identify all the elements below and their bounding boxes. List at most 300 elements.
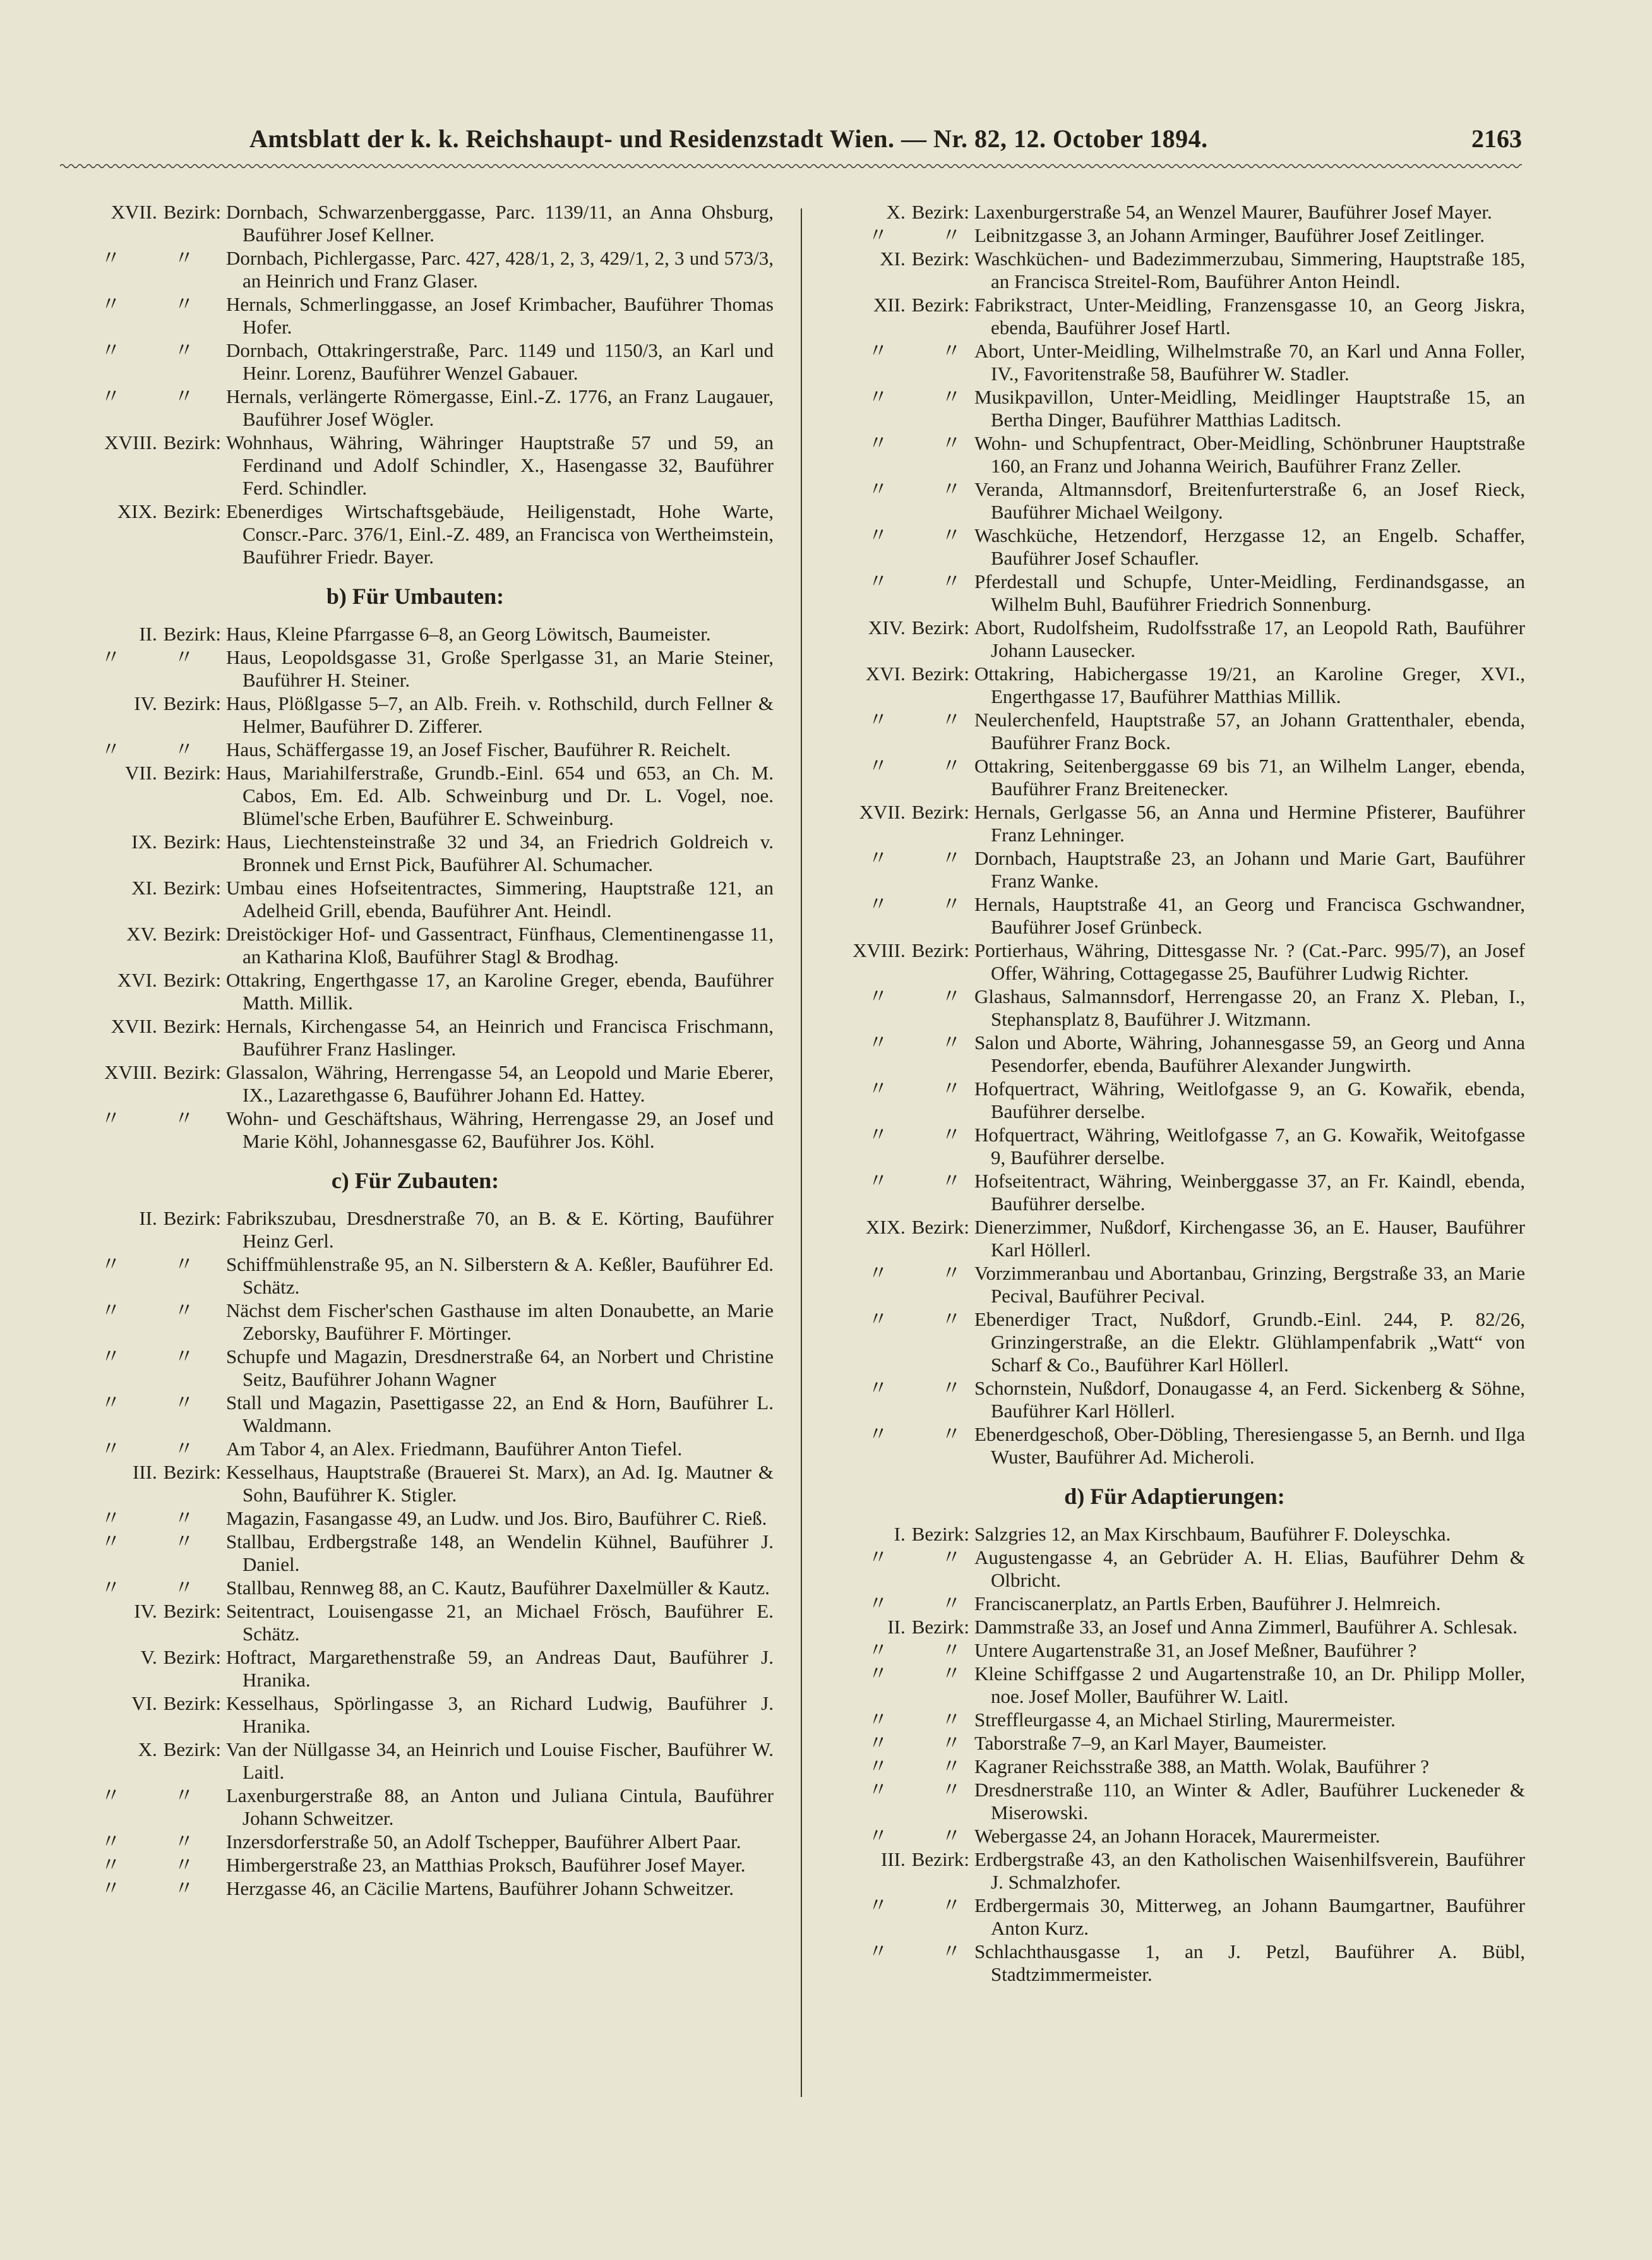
entry-text: Erdbergermais 30, Mitterweg, an Johann Baumgartner, Bauführer Anton Kurz. <box>974 1894 1525 1939</box>
permit-entry <box>57 385 774 431</box>
permit-entry <box>824 939 1525 985</box>
district-label <box>57 1461 226 1506</box>
entry-text: Seitentract, Louisengasse 21, an Michael Frösch, Bauführer E. Schätz. <box>226 1600 774 1645</box>
permit-entry <box>57 1577 774 1599</box>
entry-text: Haus, Schäffergasse 19, an Josef Fischer, Bauführer R. Reichelt. <box>226 738 731 760</box>
district-number: 〃 <box>101 1577 121 1599</box>
entry-text: Umbau eines Hofseitentractes, Simmering, Hauptstraße 121, an Adelheid Grill, ebenda, Bauführer Ant. Heindl. <box>226 877 774 922</box>
district-word: 〃 <box>942 570 961 592</box>
district-label <box>57 1784 226 1830</box>
entry-text: Kesselhaus, Spörlingasse 3, an Richard Ludwig, Bauführer J. Hranika. <box>226 1692 774 1737</box>
district-label <box>57 293 226 339</box>
district-number: 〃 <box>868 1308 888 1330</box>
district-label <box>824 1639 974 1662</box>
district-word: 〃 <box>174 1854 194 1876</box>
permit-entry <box>57 1530 774 1576</box>
entry-text: Hernals, Gerlgasse 56, an Anna und Hermine Pfisterer, Bauführer Franz Lehninger. <box>974 801 1525 846</box>
district-number: 〃 <box>868 985 888 1007</box>
entry-text: Stallbau, Erdbergstraße 148, an Wendelin Kühnel, Bauführer J. Daniel. <box>226 1530 774 1575</box>
section-heading: c) Für Zubauten: <box>331 1168 500 1193</box>
district-number: IV. <box>134 692 157 714</box>
district-label <box>824 616 974 662</box>
district-label <box>824 1616 974 1638</box>
permit-entry <box>57 1253 774 1299</box>
district-label <box>57 1877 226 1900</box>
district-label <box>824 1546 974 1592</box>
permit-entry <box>824 1523 1525 1546</box>
district-label <box>824 1423 974 1469</box>
district-word: Bezirk: <box>911 1848 969 1870</box>
district-word: Bezirk: <box>911 1523 969 1545</box>
district-number: 〃 <box>868 478 888 500</box>
district-word: 〃 <box>174 1877 194 1899</box>
district-word: 〃 <box>942 1308 961 1330</box>
district-number: II. <box>139 1207 157 1229</box>
district-word: Bezirk: <box>911 1616 969 1638</box>
entry-text: Hofquertract, Währing, Weitlofgasse 7, an G. Kowařik, Weitofgasse 9, Bauführer derselbe. <box>974 1124 1525 1169</box>
district-word: 〃 <box>942 1732 961 1754</box>
journal-title: Amtsblatt der k. k. Reichshaupt- und Residenzstadt Wien. — Nr. 82, 12. October 1894. <box>249 124 1208 153</box>
district-number: 〃 <box>101 1530 121 1553</box>
district-number: XI. <box>880 248 906 270</box>
district-label <box>57 1391 226 1437</box>
district-label <box>57 969 226 1014</box>
permit-entry <box>824 1546 1525 1592</box>
permit-entry <box>57 500 774 568</box>
district-label <box>57 1061 226 1107</box>
district-label <box>57 1692 226 1738</box>
entry-text: Abort, Unter-Meidling, Wilhelmstraße 70, an Karl und Anna Foller, IV., Favoritenstraße 58, Bauführer W. Stadler. <box>974 340 1525 385</box>
district-number: 〃 <box>868 1779 888 1801</box>
district-label <box>57 692 226 738</box>
permit-entry <box>57 646 774 692</box>
district-word: 〃 <box>942 1894 961 1916</box>
district-word: Bezirk: <box>163 1015 221 1037</box>
district-label <box>824 1709 974 1731</box>
district-word: 〃 <box>174 1530 194 1553</box>
district-number: V. <box>140 1646 157 1668</box>
permit-entry <box>824 1639 1525 1662</box>
district-number: VI. <box>131 1692 157 1714</box>
district-label <box>57 1207 226 1253</box>
district-number: 〃 <box>101 339 121 361</box>
district-number: 〃 <box>868 1662 888 1685</box>
permit-entry <box>824 847 1525 893</box>
entry-text: Leibnitzgasse 3, an Johann Arminger, Bauführer Josef Zeitlinger. <box>974 224 1485 246</box>
district-number: 〃 <box>101 1345 121 1367</box>
entry-text: Himbergerstraße 23, an Matthias Proksch, Bauführer Josef Mayer. <box>226 1854 746 1876</box>
district-number: 〃 <box>868 1894 888 1916</box>
district-label <box>57 1299 226 1345</box>
entry-text: Wohn- und Geschäftshaus, Währing, Herrengasse 29, an Josef und Marie Köhl, Johannesgasse 62, Bauführer Jos. Köhl. <box>226 1107 774 1152</box>
entry-text: Dornbach, Pichlergasse, Parc. 427, 428/1, 2, 3, 429/1, 2, 3 und 573/3, an Heinrich und Franz Glaser. <box>226 247 774 292</box>
entry-text: Glashaus, Salmannsdorf, Herrengasse 20, an Franz X. Pleban, I., Stephansplatz 8, Bauführer J. Witzmann. <box>974 985 1525 1030</box>
district-word: 〃 <box>942 1709 961 1731</box>
district-label <box>824 570 974 616</box>
permit-entry <box>57 1854 774 1877</box>
district-label <box>824 755 974 800</box>
entry-text: Salzgries 12, an Max Kirschbaum, Bauführer F. Doleyschka. <box>974 1523 1451 1545</box>
district-word: 〃 <box>942 1170 961 1192</box>
permit-entry <box>57 1107 774 1153</box>
district-word: Bezirk: <box>911 294 969 316</box>
district-word: 〃 <box>942 386 961 408</box>
permit-entry <box>824 616 1525 662</box>
district-label <box>57 646 226 692</box>
district-number: XI. <box>131 877 157 899</box>
district-label <box>57 1530 226 1576</box>
district-number: 〃 <box>101 1854 121 1876</box>
permit-entry <box>824 294 1525 339</box>
permit-entry <box>824 1308 1525 1376</box>
district-word: Bezirk: <box>163 1207 221 1229</box>
permit-entry <box>57 1877 774 1900</box>
district-word: Bezirk: <box>163 969 221 991</box>
district-label <box>824 432 974 478</box>
entry-text: Hernals, Kirchengasse 54, an Heinrich und Francisca Frischmann, Bauführer Franz Haslinger. <box>226 1015 774 1060</box>
district-label <box>824 201 974 224</box>
district-word: Bezirk: <box>163 692 221 714</box>
district-label <box>824 1592 974 1615</box>
entry-text: Musikpavillon, Unter-Meidling, Meidlinger Hauptstraße 15, an Bertha Dinger, Bauführer Matthias Laditsch. <box>974 386 1525 431</box>
entry-text: Magazin, Fasangasse 49, an Ludw. und Jos. Biro, Bauführer C. Rieß. <box>226 1507 767 1529</box>
district-label <box>824 1078 974 1123</box>
district-number: 〃 <box>868 1639 888 1661</box>
district-number: 〃 <box>868 570 888 592</box>
district-word: 〃 <box>942 1031 961 1054</box>
district-label <box>824 1848 974 1894</box>
district-word: 〃 <box>942 224 961 246</box>
district-label <box>57 923 226 968</box>
district-label <box>824 1940 974 1986</box>
permit-entry <box>824 1078 1525 1123</box>
district-label <box>57 500 226 568</box>
permit-entry <box>57 877 774 922</box>
district-word: 〃 <box>174 1391 194 1414</box>
district-label <box>57 339 226 385</box>
district-word: 〃 <box>174 1253 194 1275</box>
district-word: 〃 <box>174 293 194 315</box>
permit-entry <box>57 1830 774 1853</box>
entry-text: Dresdnerstraße 110, an Winter & Adler, Bauführer Luckeneder & Miserowski. <box>974 1779 1525 1824</box>
permit-entry <box>824 340 1525 385</box>
district-label <box>824 524 974 570</box>
district-label <box>824 1377 974 1422</box>
entry-text: Ottakring, Habichergasse 19/21, an Karoline Greger, XVI., Engerthgasse 17, Bauführer Matthias Millik. <box>974 663 1525 707</box>
district-number: XVII. <box>111 201 157 223</box>
district-number: 〃 <box>101 293 121 315</box>
entry-text: Stallbau, Rennweg 88, an C. Kautz, Bauführer Daxelmüller & Kautz. <box>226 1577 770 1599</box>
district-word: 〃 <box>942 1825 961 1847</box>
entry-text: Stall und Magazin, Pasettigasse 22, an End & Horn, Bauführer L. Waldmann. <box>226 1391 774 1436</box>
district-word: 〃 <box>942 1546 961 1568</box>
district-number: 〃 <box>868 709 888 731</box>
district-word: 〃 <box>942 1940 961 1962</box>
district-word: Bezirk: <box>163 1738 221 1760</box>
district-word: 〃 <box>174 247 194 269</box>
district-number: VII. <box>124 762 157 784</box>
district-number: 〃 <box>101 247 121 269</box>
district-word: 〃 <box>942 709 961 731</box>
district-word: 〃 <box>942 1779 961 1801</box>
district-number: XVIII. <box>853 939 906 961</box>
district-word: Bezirk: <box>911 939 969 961</box>
district-word: Bezirk: <box>163 1461 221 1483</box>
permit-entry <box>824 570 1525 616</box>
entry-text: Hofquertract, Währing, Weitlofgasse 9, an G. Kowařik, ebenda, Bauführer derselbe. <box>974 1078 1525 1122</box>
permit-entry <box>57 1692 774 1738</box>
permit-entry <box>824 1124 1525 1169</box>
district-label <box>57 1577 226 1599</box>
permit-entry <box>824 1216 1525 1261</box>
district-label <box>57 385 226 431</box>
district-word: 〃 <box>942 985 961 1007</box>
permit-entry <box>824 1616 1525 1638</box>
district-word: 〃 <box>174 646 194 668</box>
district-label <box>57 1438 226 1460</box>
district-number: II. <box>139 623 157 645</box>
district-number: 〃 <box>101 385 121 407</box>
district-word: 〃 <box>942 1639 961 1661</box>
permit-entry <box>824 386 1525 431</box>
district-label <box>824 1308 974 1376</box>
district-number: 〃 <box>868 1031 888 1054</box>
entry-text: Dornbach, Hauptstraße 23, an Johann und Marie Gart, Bauführer Franz Wanke. <box>974 847 1525 892</box>
permit-entry <box>824 1848 1525 1894</box>
district-word: Bezirk: <box>163 431 221 454</box>
entry-text: Schlachthausgasse 1, an J. Petzl, Bauführer A. Bübl, Stadtzimmermeister. <box>974 1940 1525 1985</box>
entry-text: Haus, Leopoldsgasse 31, Große Sperlgasse 31, an Marie Steiner, Bauführer H. Steiner. <box>226 646 774 691</box>
permit-entry <box>824 1592 1525 1615</box>
entry-text: Ebenerdiges Wirtschaftsgebäude, Heiligenstadt, Hohe Warte, Conscr.-Parc. 376/1, Einl.-Z. 489, an Francisca von Wertheimstein, Bauführer Friedr. Bayer. <box>226 500 774 568</box>
district-label <box>824 709 974 754</box>
district-label <box>57 1600 226 1645</box>
district-label <box>824 1732 974 1755</box>
entry-text: Am Tabor 4, an Alex. Friedmann, Bauführer Anton Tiefel. <box>226 1438 683 1460</box>
page-number: 2163 <box>1471 124 1522 153</box>
permit-entry <box>824 1709 1525 1731</box>
entry-text: Ebenerdiger Tract, Nußdorf, Grundb.-Einl. 244, P. 82/26, Grinzingerstraße, an die Elektr. Glühlampenfabrik „Watt“ von Scharf & Co., Bauführer Karl Höllerl. <box>974 1308 1525 1376</box>
district-word: Bezirk: <box>163 762 221 784</box>
district-word: 〃 <box>942 1377 961 1399</box>
district-word: 〃 <box>942 524 961 546</box>
entry-text: Schornstein, Nußdorf, Donaugasse 4, an Ferd. Sickenberg & Söhne, Bauführer Karl Höllerl. <box>974 1377 1525 1422</box>
left-column <box>57 201 774 1901</box>
entry-text: Kagraner Reichsstraße 388, an Matth. Wolak, Bauführer ? <box>974 1755 1430 1777</box>
district-word: Bezirk: <box>163 1692 221 1714</box>
permit-entry <box>57 969 774 1014</box>
permit-entry <box>57 1507 774 1530</box>
district-number: 〃 <box>101 1830 121 1853</box>
district-word: Bezirk: <box>911 248 969 270</box>
entry-text: Fabrikstract, Unter-Meidling, Franzensgasse 10, an Georg Jiskra, ebenda, Bauführer Josef Hartl. <box>974 294 1525 339</box>
district-number: 〃 <box>868 1546 888 1568</box>
district-number: IX. <box>131 831 157 853</box>
district-label <box>824 1894 974 1940</box>
page-header <box>60 124 1522 162</box>
district-word: 〃 <box>174 1507 194 1529</box>
district-number: XIX. <box>117 500 157 522</box>
district-number: 〃 <box>101 1253 121 1275</box>
permit-entry <box>824 201 1525 224</box>
permit-entry <box>824 893 1525 939</box>
district-number: 〃 <box>868 1732 888 1754</box>
district-number: 〃 <box>868 893 888 915</box>
district-number: 〃 <box>868 1170 888 1192</box>
district-number: 〃 <box>101 1438 121 1460</box>
district-label <box>824 386 974 431</box>
district-number: XVII. <box>111 1015 157 1037</box>
entry-text: Webergasse 24, an Johann Horacek, Maurermeister. <box>974 1825 1380 1847</box>
permit-entry <box>57 1015 774 1061</box>
permit-entry <box>824 1662 1525 1708</box>
entry-text: Ottakring, Engerthgasse 17, an Karoline Greger, ebenda, Bauführer Matth. Millik. <box>226 969 774 1014</box>
district-label <box>57 1253 226 1299</box>
district-label <box>57 762 226 830</box>
permit-entry <box>57 762 774 830</box>
permit-entry <box>57 1646 774 1692</box>
district-word: 〃 <box>942 1262 961 1284</box>
district-number: XIX. <box>865 1216 906 1238</box>
district-word: 〃 <box>174 339 194 361</box>
entry-text: Haus, Liechtensteinstraße 32 und 34, an Friedrich Goldreich v. Bronnek und Ernst Pick, Bauführer Al. Schumacher. <box>226 831 774 875</box>
permit-entry <box>824 1825 1525 1848</box>
permit-entry <box>824 524 1525 570</box>
district-word: 〃 <box>942 1755 961 1777</box>
permit-entry <box>824 709 1525 754</box>
permit-entry <box>57 339 774 385</box>
district-number: 〃 <box>868 524 888 546</box>
permit-entry <box>57 1345 774 1391</box>
district-label <box>824 294 974 339</box>
entry-text: Dornbach, Ottakringerstraße, Parc. 1149 und 1150/3, an Karl und Heinr. Lorenz, Bauführer Wenzel Gabauer. <box>226 339 774 384</box>
district-word: 〃 <box>942 1662 961 1685</box>
district-number: XVIII. <box>104 431 157 454</box>
district-label <box>824 224 974 247</box>
permit-entry <box>57 1738 774 1784</box>
district-word: Bezirk: <box>163 201 221 223</box>
district-word: Bezirk: <box>163 1600 221 1622</box>
entry-text: Abort, Rudolfsheim, Rudolfsstraße 17, an Leopold Rath, Bauführer Johann Lausecker. <box>974 616 1525 661</box>
district-number: 〃 <box>101 1107 121 1129</box>
district-label <box>824 1262 974 1307</box>
entry-text: Haus, Plößlgasse 5–7, an Alb. Freih. v. Rothschild, durch Fellner & Helmer, Bauführer D. Zifferer. <box>226 692 774 737</box>
entry-text: Hernals, Hauptstraße 41, an Georg und Francisca Gschwandner, Bauführer Josef Grünbeck. <box>974 893 1525 938</box>
permit-entry <box>57 1391 774 1437</box>
district-number: 〃 <box>868 755 888 777</box>
district-word: Bezirk: <box>911 663 969 685</box>
permit-entry <box>824 1031 1525 1077</box>
district-word: 〃 <box>174 1299 194 1321</box>
permit-entry <box>824 224 1525 247</box>
entry-text: Herzgasse 46, an Cäcilie Martens, Bauführer Johann Schweitzer. <box>226 1877 734 1899</box>
district-number: 〃 <box>868 1825 888 1847</box>
permit-entry <box>57 1784 774 1830</box>
district-number: 〃 <box>868 386 888 408</box>
entry-text: Laxenburgerstraße 88, an Anton und Juliana Cintula, Bauführer Johann Schweitzer. <box>226 1784 774 1829</box>
entry-text: Augustengasse 4, an Gebrüder A. H. Elias, Bauführer Dehm & Olbricht. <box>974 1546 1525 1591</box>
district-number: 〃 <box>868 1377 888 1399</box>
entry-text: Hernals, Schmerlinggasse, an Josef Krimbacher, Bauführer Thomas Hofer. <box>226 293 774 338</box>
district-label <box>824 985 974 1031</box>
district-number: XIV. <box>868 616 906 639</box>
entry-text: Veranda, Altmannsdorf, Breitenfurterstraße 6, an Josef Rieck, Bauführer Michael Weilgony. <box>974 478 1525 523</box>
district-word: 〃 <box>174 1784 194 1806</box>
permit-entry <box>57 293 774 339</box>
district-number: 〃 <box>868 1940 888 1962</box>
entry-text: Franciscanerplatz, an Partls Erben, Bauführer J. Helmreich. <box>974 1592 1441 1614</box>
entry-text: Dammstraße 33, an Josef und Anna Zimmerl, Bauführer A. Schlesak. <box>974 1616 1518 1638</box>
district-word: 〃 <box>174 1345 194 1367</box>
district-label <box>57 1738 226 1784</box>
district-number: X. <box>138 1738 157 1760</box>
district-label <box>57 1107 226 1153</box>
permit-entry <box>824 1262 1525 1307</box>
district-label <box>824 1124 974 1169</box>
district-number: 〃 <box>868 224 888 246</box>
district-word: 〃 <box>942 1124 961 1146</box>
district-label <box>824 248 974 293</box>
entry-text: Schiffmühlenstraße 95, an N. Silberstern & A. Keßler, Bauführer Ed. Schätz. <box>226 1253 774 1298</box>
district-word: Bezirk: <box>163 877 221 899</box>
permit-entry <box>57 623 774 646</box>
district-number: II. <box>887 1616 906 1638</box>
permit-entry <box>824 1894 1525 1940</box>
district-word: 〃 <box>942 1592 961 1614</box>
permit-entry <box>824 1779 1525 1824</box>
entry-text: Ebenerdgeschoß, Ober-Döbling, Theresiengasse 5, an Bernh. und Ilga Wuster, Bauführer Ad. Micheroli. <box>974 1423 1525 1468</box>
permit-entry <box>824 1755 1525 1778</box>
district-label <box>57 1830 226 1853</box>
permit-entry <box>824 1423 1525 1469</box>
entry-text: Hernals, verlängerte Römergasse, Einl.-Z. 1776, an Franz Laugauer, Bauführer Josef Wögler. <box>226 385 774 430</box>
district-label <box>824 478 974 524</box>
district-label <box>824 663 974 708</box>
district-label <box>824 939 974 985</box>
entry-text: Wohn- und Schupfentract, Ober-Meidling, Schönbruner Hauptstraße 160, an Franz und Johanna Weirich, Bauführer Franz Zeller. <box>974 432 1525 477</box>
entry-text: Kleine Schiffgasse 2 und Augartenstraße 10, an Dr. Philipp Moller, noe. Josef Moller, Bauführer W. Laitl. <box>974 1662 1525 1707</box>
permit-entry <box>824 755 1525 800</box>
entry-text: Streffleurgasse 4, an Michael Stirling, Maurermeister. <box>974 1709 1396 1731</box>
district-label <box>57 738 226 761</box>
district-number: XV. <box>126 923 157 945</box>
district-label <box>824 893 974 939</box>
district-label <box>824 1170 974 1215</box>
district-label <box>57 201 226 246</box>
district-number: 〃 <box>868 1423 888 1445</box>
district-number: 〃 <box>101 646 121 668</box>
district-label <box>824 801 974 846</box>
district-label <box>57 431 226 500</box>
district-number: XII. <box>873 294 906 316</box>
district-number: III. <box>881 1848 906 1870</box>
permit-entry <box>57 247 774 292</box>
district-word: 〃 <box>942 893 961 915</box>
entry-text: Dornbach, Schwarzenberggasse, Parc. 1139/11, an Anna Ohsburg, Bauführer Josef Kellner. <box>226 201 774 246</box>
permit-entry <box>824 478 1525 524</box>
district-word: Bezirk: <box>911 616 969 639</box>
district-word: Bezirk: <box>911 201 969 223</box>
district-label <box>824 1779 974 1824</box>
district-label <box>824 847 974 893</box>
district-word: Bezirk: <box>911 1216 969 1238</box>
district-label <box>824 340 974 385</box>
district-label <box>824 1216 974 1261</box>
district-label <box>824 1662 974 1708</box>
entry-text: Haus, Kleine Pfarrgasse 6–8, an Georg Löwitsch, Baumeister. <box>226 623 711 645</box>
district-word: 〃 <box>942 755 961 777</box>
permit-entry <box>57 923 774 968</box>
